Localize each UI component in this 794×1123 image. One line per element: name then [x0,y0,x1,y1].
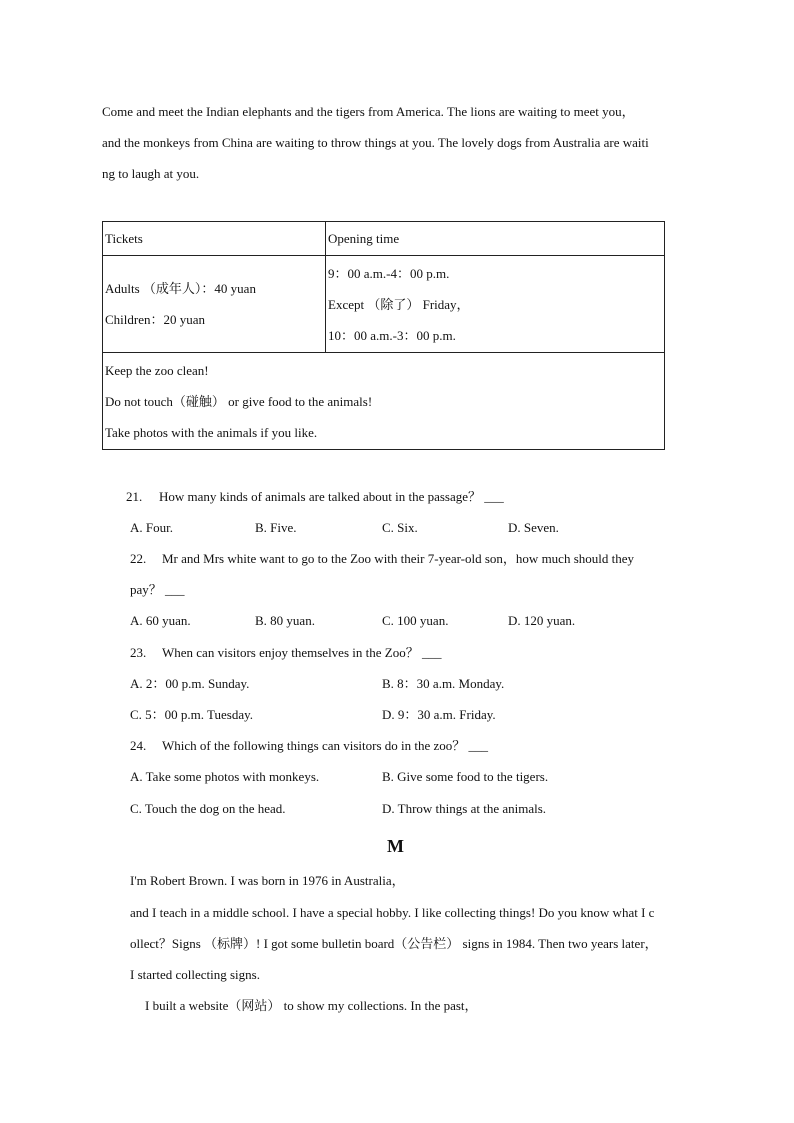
option-a: A. 60 yuan. [130,613,191,628]
question-number: 24. [130,738,147,753]
passage-line: and I teach in a middle school. I have a special hobby. I like collecting things! Do you know what I c [130,905,655,920]
rule-line: Do not touch（碰触） or give food to the animals! [105,393,373,409]
option-a: A. Take some photos with monkeys. [130,769,320,784]
zoo-rules-cell [103,353,665,450]
option-b: B. Five. [255,520,297,535]
option-b: B. Give some food to the tigers. [382,769,549,784]
question-text: When can visitors enjoy themselves in the Zoo？ ___ [162,645,442,660]
passage-line: I'm Robert Brown. I was born in 1976 in Australia， [130,873,405,888]
question-text-continued: pay？ ___ [130,582,185,597]
section-heading: M [387,836,404,856]
rule-line: Keep the zoo clean! [105,362,209,378]
option-d: D. Throw things at the animals. [382,801,547,816]
question-text: Mr and Mrs white want to go to the Zoo with their 7-year-old son，how much should they [162,551,634,566]
option-c: C. Touch the dog on the head. [130,801,286,816]
zoo-info-table [102,221,665,450]
passage-line: and the monkeys from China are waiting to throw things at you. The lovely dogs from Australia are waiti [102,135,649,150]
option-a: A. Four. [130,520,173,535]
time-line: 10：00 a.m.-3：00 p.m. [328,327,456,343]
opening-time-header: Opening time [326,222,665,256]
price-children: Children：20 yuan [105,312,206,327]
option-d: D. 120 yuan. [508,613,576,628]
passage-line: I started collecting signs. [130,967,260,982]
ticket-prices-cell [103,256,326,353]
option-c: C. 5：00 p.m. Tuesday. [130,707,254,722]
opening-times-cell [326,256,665,353]
question-number: 23. [130,645,147,660]
rule-line: Take photos with the animals if you like. [105,424,318,440]
passage-line: ng to laugh at you. [102,166,200,181]
option-b: B. 8：30 a.m. Monday. [382,676,505,691]
passage-line: I built a website（网站） to show my collections. In the past， [145,998,478,1013]
option-c: C. Six. [382,520,418,535]
option-b: B. 80 yuan. [255,613,315,628]
option-a: A. 2：00 p.m. Sunday. [130,676,250,691]
time-line: Except （除了） Friday， [328,296,470,312]
question-text: How many kinds of animals are talked about in the passage？ ___ [159,489,504,504]
price-adults: Adults （成年人）：40 yuan [105,281,256,296]
option-d: D. Seven. [508,520,559,535]
passage-line: Come and meet the Indian elephants and the tigers from America. The lions are waiting to meet you， [102,104,635,119]
passage-line: ollect？Signs （标牌）! I got some bulletin board（公告栏） signs in 1984. Then two years later， [130,936,658,951]
question-number: 22. [130,551,147,566]
time-line: 9：00 a.m.-4：00 p.m. [328,265,450,281]
question-number: 21. [126,489,143,504]
question-text: Which of the following things can visitors do in the zoo？ ___ [162,738,489,753]
option-d: D. 9：30 a.m. Friday. [382,707,496,722]
option-c: C. 100 yuan. [382,613,449,628]
tickets-header: Tickets [103,222,326,256]
